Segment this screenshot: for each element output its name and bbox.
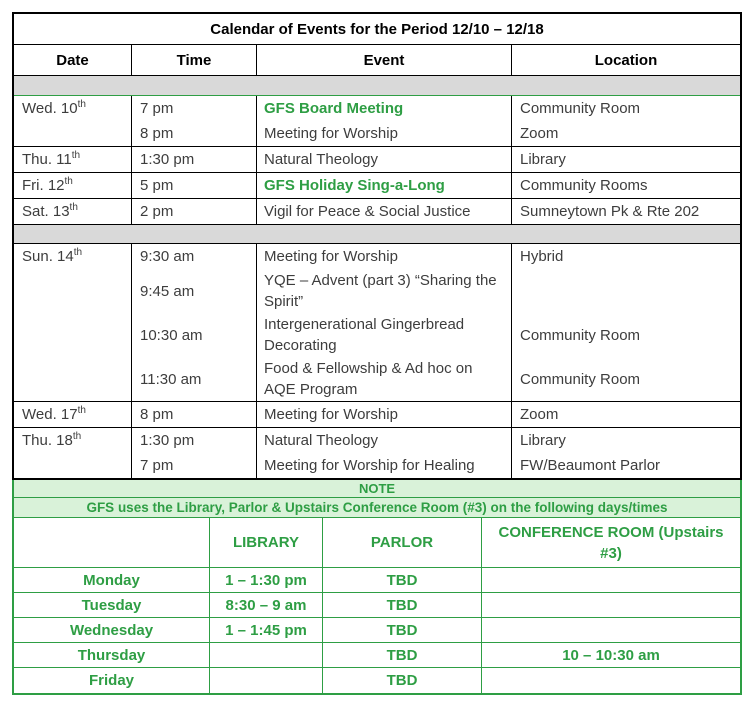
event-cell: Meeting for Worship [257,402,512,427]
location-cell: Zoom [520,406,559,423]
event-day-row-sun-14 [14,244,740,402]
time-cell: 9:45 am [132,269,257,313]
event-cell: Meeting for Worship [257,121,512,146]
date-text: Sun. 14 [22,248,74,265]
event-day-row-thu-11 [14,147,740,173]
time-cell: 9:30 am [132,244,257,269]
event-cell: YQE – Advent (part 3) “Sharing the Spirit” [257,269,512,313]
room-parlor-time: TBD [323,568,482,592]
page-title: Calendar of Events for the Period 12/10 – 12/18 [14,14,740,45]
date-cell [14,173,132,198]
room-row-monday [14,568,740,593]
event-day-row-fri-12 [14,173,740,199]
location-cell: FW/Beaumont Parlor [520,457,661,474]
event-cell: Meeting for Worship [257,244,512,269]
note-section [12,480,742,695]
event-day-row-sat-13 [14,199,740,225]
room-parlor-time: TBD [323,593,482,617]
date-cell [14,244,132,401]
room-day: Friday [14,668,210,693]
date-suffix: th [69,202,78,213]
date-text: Thu. 18 [22,432,73,449]
room-parlor-time: TBD [323,618,482,642]
room-row-thursday [14,643,740,668]
location-cell: Community Rooms [520,177,648,194]
room-conference-time [482,668,740,693]
note-description: GFS uses the Library, Parlor & Upstairs Conference Room (#3) on the following days/times [14,498,740,518]
event-cell: GFS Board Meeting [257,96,512,121]
room-conference-time [482,618,740,642]
room-row-tuesday [14,593,740,618]
event-entry [132,173,740,198]
event-day-row-wed-10 [14,96,740,147]
event-entry [132,453,740,478]
event-entry [132,428,740,453]
event-entry [132,199,740,224]
column-header-row [14,45,740,76]
location-cell: Hybrid [520,248,564,265]
date-suffix: th [77,405,86,416]
room-table-header-row [14,518,740,568]
room-library-time: 8:30 – 9 am [210,593,323,617]
event-day-row-wed-17 [14,402,740,428]
room-library-time [210,668,323,693]
room-header-blank [14,518,210,567]
event-cell: Natural Theology [257,147,512,172]
date-cell [14,96,132,146]
spacer-row [14,225,740,244]
room-library-time: 1 – 1:30 pm [210,568,323,592]
event-entry [132,313,740,357]
location-cell [512,269,740,313]
time-cell: 10:30 am [132,313,257,357]
location-cell: Zoom [520,125,559,142]
room-library-time [210,643,323,667]
time-cell: 5 pm [132,173,257,198]
room-conference-time [482,593,740,617]
event-cell: Natural Theology [257,428,512,453]
room-header-library: LIBRARY [210,518,323,567]
location-cell: Community Room [520,100,641,117]
date-cell [14,428,132,478]
room-conference-time: 10 – 10:30 am [562,646,660,664]
location-cell: Community Room [520,370,641,388]
room-row-friday [14,668,740,693]
room-parlor-time: TBD [323,643,482,667]
room-parlor-time: TBD [323,668,482,693]
event-cell: Vigil for Peace & Social Justice [257,199,512,224]
event-entry [132,147,740,172]
event-entry [132,269,740,313]
date-suffix: th [72,431,82,442]
room-day: Wednesday [14,618,210,642]
location-cell: Library [520,432,566,449]
calendar-document [12,12,742,695]
calendar-table [12,12,742,480]
time-cell: 7 pm [132,96,257,121]
date-suffix: th [73,247,83,258]
date-cell [14,199,132,224]
date-suffix: th [71,150,81,161]
date-text: Wed. 17 [22,406,78,423]
event-cell: Food & Fellowship & Ad hoc on AQE Program [257,357,512,401]
event-entry [132,121,740,146]
event-day-row-thu-18 [14,428,740,478]
time-cell: 2 pm [132,199,257,224]
event-entry [132,96,740,121]
date-cell [14,147,132,172]
room-day: Tuesday [14,593,210,617]
location-cell: Library [520,151,566,168]
time-cell: 1:30 pm [132,147,257,172]
room-library-time: 1 – 1:45 pm [210,618,323,642]
date-cell [14,402,132,427]
date-text: Wed. 10 [22,100,78,117]
date-suffix: th [64,176,73,187]
date-suffix: th [77,99,86,110]
location-cell: Community Room [520,326,641,344]
time-cell: 8 pm [132,402,257,427]
column-header-date: Date [14,45,132,75]
room-conference-time [482,568,740,592]
column-header-time: Time [132,45,257,75]
room-header-parlor: PARLOR [323,518,482,567]
room-day: Thursday [14,643,210,667]
event-entry [132,402,740,427]
room-day: Monday [14,568,210,592]
date-text: Fri. 12 [22,177,65,194]
time-cell: 8 pm [132,121,257,146]
event-cell: Meeting for Worship for Healing [257,453,512,478]
time-cell: 7 pm [132,453,257,478]
time-cell: 11:30 am [132,357,257,401]
room-header-conference: CONFERENCE ROOM (Upstairs #3) [498,523,724,562]
event-entry [132,357,740,401]
room-row-wednesday [14,618,740,643]
column-header-event: Event [257,45,512,75]
event-entry [132,244,740,269]
spacer-row [14,76,740,96]
location-cell: Sumneytown Pk & Rte 202 [520,203,700,220]
event-cell: Intergenerational Gingerbread Decorating [257,313,512,357]
date-text: Thu. 11 [22,151,72,168]
event-cell: GFS Holiday Sing-a-Long [257,173,512,198]
date-text: Sat. 13 [22,203,70,220]
column-header-location: Location [594,51,658,69]
note-banner: NOTE [14,480,740,498]
time-cell: 1:30 pm [132,428,257,453]
